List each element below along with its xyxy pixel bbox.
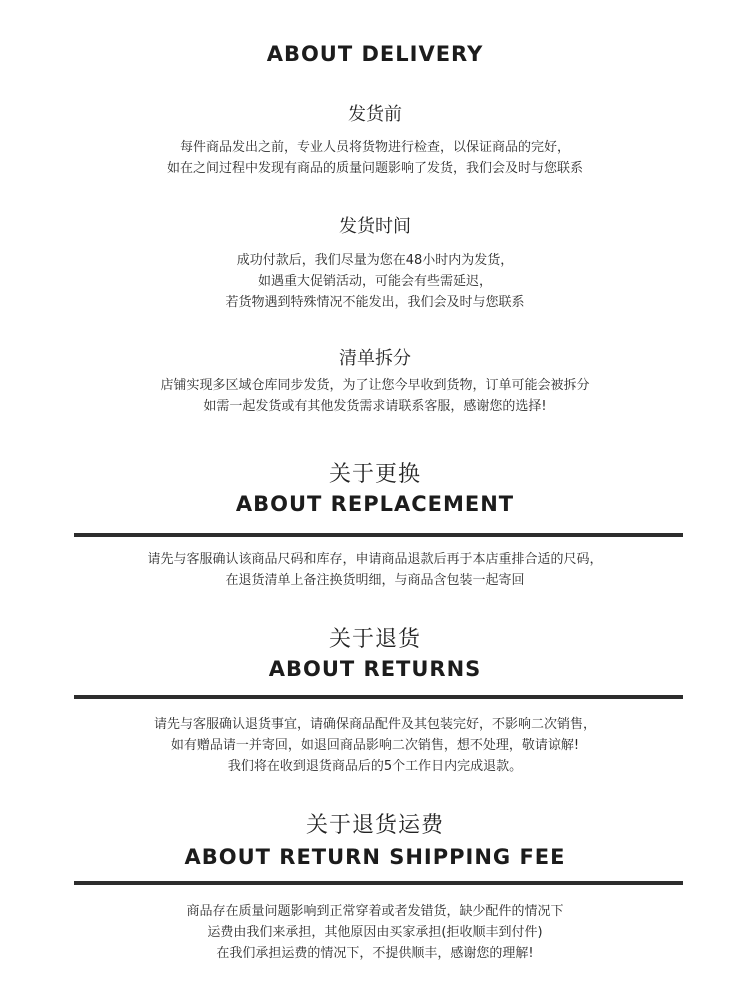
text-line: 如有赠品请一并寄回，如退回商品影响二次销售，想不处理，敬请谅解!: [170, 738, 580, 753]
returns-text: [0, 714, 750, 777]
order-split-heading: 清单拆分: [339, 348, 411, 369]
return-shipping-text: [0, 901, 750, 964]
shipping-time-text: [0, 250, 750, 313]
text-line: 每件商品发出之前，专业人员将货物进行检查，以保证商品的完好，: [179, 140, 570, 155]
return-shipping-divider: [74, 881, 683, 885]
text-line: 成功付款后，我们尽量为您在48小时内为发货，: [236, 253, 514, 268]
returns-en-title: ABOUT RETURNS: [268, 657, 482, 681]
order-split-text: [0, 375, 750, 417]
text-line: 请先与客服确认该商品尺码和库存，申请商品退款后再于本店重排合适的尺码，: [147, 552, 603, 567]
replacement-divider: [74, 533, 683, 537]
replacement-en-title: ABOUT REPLACEMENT: [235, 492, 515, 516]
return-shipping-en-title: ABOUT RETURN SHIPPING FEE: [184, 845, 566, 869]
delivery-title: ABOUT DELIVERY: [266, 42, 484, 66]
text-line: 商品存在质量问题影响到正常穿着或者发错货，缺少配件的情况下: [186, 904, 564, 919]
return-shipping-cn-title: 关于退货运费: [305, 813, 444, 838]
returns-cn-title: 关于退货: [328, 627, 421, 652]
shipping-time-heading: 发货时间: [339, 216, 411, 237]
text-line: 如需一起发货或有其他发货需求请联系客服，感谢您的选择!: [203, 399, 547, 414]
text-line: 运费由我们来承担，其他原因由买家承担(拒收顺丰到付件): [207, 925, 543, 940]
text-line: 在我们承担运费的情况下，不提供顺丰，感谢您的理解!: [216, 946, 534, 961]
text-line: 在退货清单上备注换货明细，与商品含包装一起寄回: [225, 573, 525, 588]
before-shipping-heading: 发货前: [348, 104, 402, 125]
replacement-text: [0, 549, 750, 591]
returns-divider: [74, 695, 683, 699]
text-line: 若货物遇到特殊情况不能发出，我们会及时与您联系: [225, 295, 525, 310]
text-line: 如遇重大促销活动，可能会有些需延迟，: [257, 274, 492, 289]
text-line: 如在之间过程中发现有商品的质量问题影响了发货，我们会及时与您联系: [166, 161, 583, 176]
text-line: 请先与客服确认退货事宜，请确保商品配件及其包装完好，不影响二次销售，: [153, 717, 596, 732]
before-shipping-text: [0, 137, 750, 179]
replacement-cn-title: 关于更换: [328, 462, 421, 487]
text-line: 店铺实现多区域仓库同步发货，为了让您今早收到货物，订单可能会被拆分: [160, 378, 590, 393]
text-line: 我们将在收到退货商品后的5个工作日内完成退款。: [227, 759, 523, 774]
